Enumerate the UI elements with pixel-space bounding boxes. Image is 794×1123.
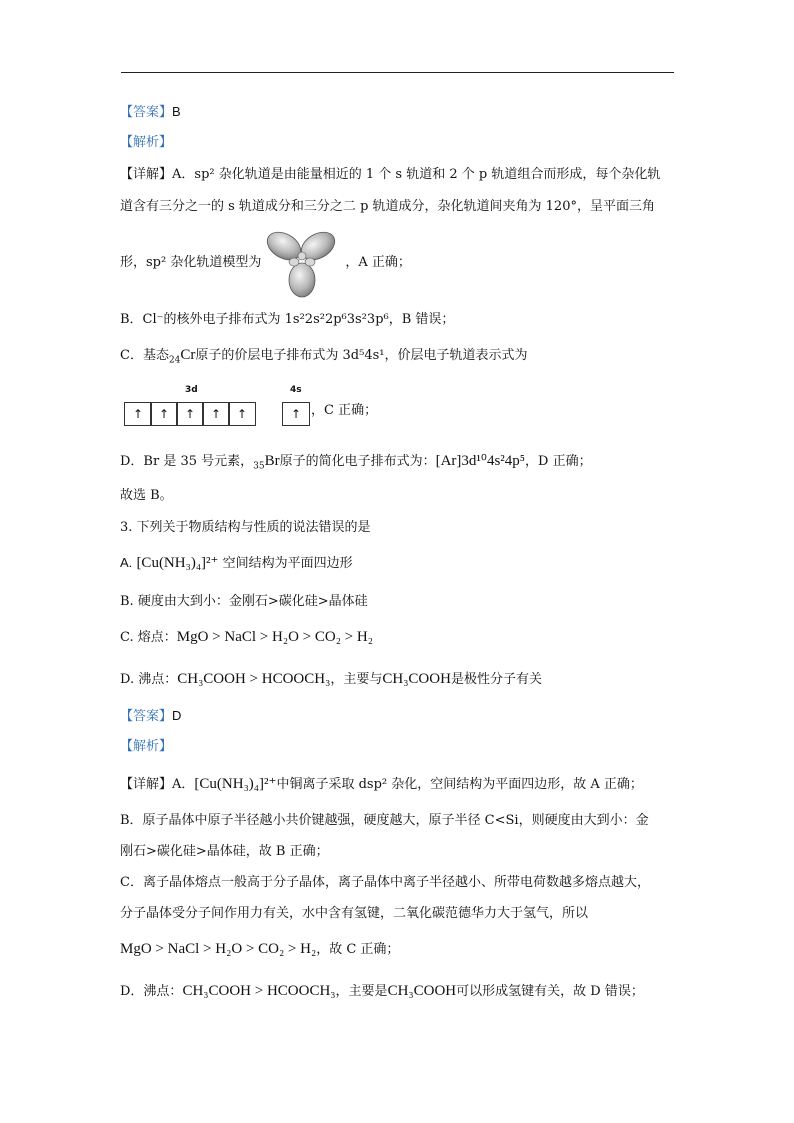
orbital-3d-box: ↑ <box>150 402 178 426</box>
q3-explain-b-line1: B．原子晶体中原子半径越小共价键越强，硬度越大，原子半径 C<Si，则硬度由大到小：金 <box>120 813 649 828</box>
orbital-4s-box: ↑ <box>282 402 310 426</box>
sp2-orbital-model-image <box>262 226 342 298</box>
q2-conclusion: 故选 B。 <box>120 488 173 503</box>
q2-detail-a-line2: 道含有三分之一的 s 轨道成分和三分之二 p 轨道成分，杂化轨道间夹角为 120°，呈平面三角 <box>120 199 655 214</box>
q2-c-correct: ，C 正确； <box>311 403 378 418</box>
q3-answer: 【答案】D <box>120 708 182 724</box>
orbital-3d-box: ↑ <box>124 402 152 426</box>
q2-analysis-tag: 【解析】 <box>120 135 173 150</box>
q2-detail-a-line1: 【详解】A．sp² 杂化轨道是由能量相近的 1 个 s 轨道和 2 个 p 轨道组合而形成，每个杂化轨 <box>120 167 661 182</box>
q3-option-d: D. 沸点：CH₃COOH > HCOOCH₃，主要与CH₃COOH是极性分子有关 <box>120 671 542 687</box>
q2-answer: 【答案】B <box>120 104 181 120</box>
q3-explain-d: D．沸点：CH₃COOH > HCOOCH₃，主要是CH₃COOH可以形成氢键有关，故 D 错误； <box>120 983 644 999</box>
q3-explain-c-line1: C．离子晶体熔点一般高于分子晶体，离子晶体中离子半径越小、所带电荷数越多熔点越大， <box>120 875 650 890</box>
q2-detail-d: D．Br 是 35 号元素，$_{35}$Br原子的简化电子排布式为：[Ar]3d¹⁰4s²4p⁵，D 正确； <box>120 453 592 472</box>
q3-option-c: C. 熔点：MgO > NaCl > H₂O > CO₂ > H₂ <box>120 629 373 645</box>
q2-detail-c: C．基态$_{24}$Cr原子的价层电子排布式为 3d⁵4s¹，价层电子轨道表示式为 <box>120 347 528 366</box>
q3-explain-c-line3: MgO > NaCl > H₂O > CO₂ > H₂，故 C 正确； <box>120 941 400 957</box>
orbital-4s-label: 4s <box>290 385 302 395</box>
q3-stem: 3. 下列关于物质结构与性质的说法错误的是 <box>120 520 371 535</box>
q3-analysis-tag: 【解析】 <box>120 739 173 754</box>
orbital-3d-box: ↑ <box>176 402 204 426</box>
header-rule <box>121 72 674 73</box>
q3-explain-c-line2: 分子晶体受分子间作用力有关，水中含有氢键，二氧化碳范德华力大于氢气，所以 <box>120 906 589 921</box>
orbital-3d-box: ↑ <box>228 402 256 426</box>
orbital-3d-box: ↑ <box>202 402 230 426</box>
q3-option-a: A. [Cu(NH₃)₄]²⁺ 空间结构为平面四边形 <box>120 555 353 571</box>
q2-detail-b: B．Cl⁻的核外电子排布式为 1s²2s²2p⁶3s²3p⁶，B 错误； <box>120 312 455 327</box>
q3-explain-a: 【详解】A．[Cu(NH₃)₄]²⁺中铜离子采取 dsp² 杂化，空间结构为平面四边形，故 A 正确； <box>120 776 643 792</box>
orbital-3d-label: 3d <box>185 385 198 395</box>
q2-detail-a-line3: 形，sp² 杂化轨道模型为 ，A 正确； <box>120 255 411 270</box>
q3-explain-b-line2: 刚石>碳化硅>晶体硅，故 B 正确； <box>120 844 329 859</box>
q3-option-b: B. 硬度由大到小：金刚石>碳化硅>晶体硅 <box>120 594 368 609</box>
